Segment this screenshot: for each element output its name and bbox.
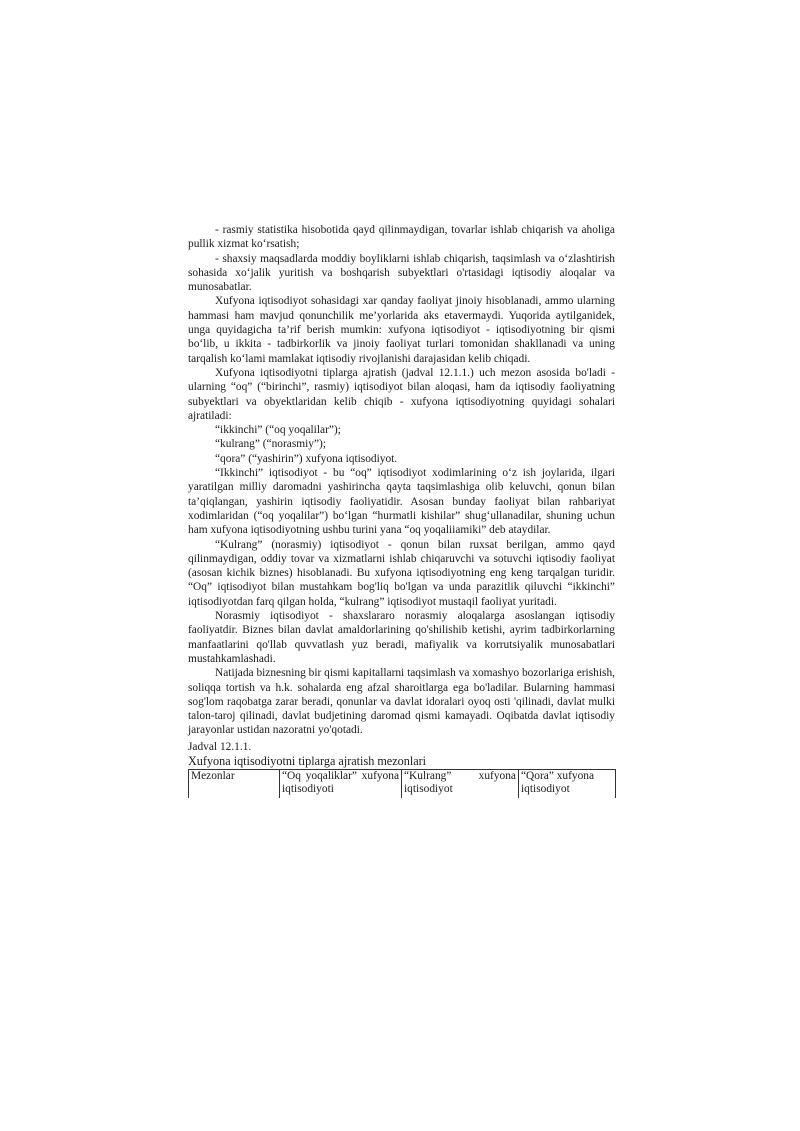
paragraph-7: Norasmiy iqtisodiyot - shaxslararo norasmiy aloqalarga asoslangan iqtisodiy faoliyatdir. Biznes bilan davlat amaldorlarining qo'shilishib ketishi, ayrim tadbirkorlarning manfaatlarini qo'llab quvvatlash yuz beradi, mafiyalik va korrutsiyalik munosabatlari mustahkamlashadi. <box>188 610 615 665</box>
table-title: Xufyona iqtisodiyotni tiplarga ajratish mezonlari <box>188 753 427 768</box>
table-header-black: “Qora” xufyona iqtisodiyot <box>519 769 616 798</box>
paragraph-5: “Ikkinchi” iqtisodiyot - bu “oq” iqtisodiyot xodimlarining o‘z ish joylarida, ilgari yaratilgan milliy daromadni yashirincha qayta taqsimlashiga olib keluvchi, qonun bilan ta’qiqlangan, yashirin iqtisodiy faoliyatidir. Asosan bunday faoliyat bilan rahbariyat xodimlaridan (“oq yoqalilar”) bo‘lgan “hurmatli kishilar” shug‘ullanadilar, shuning uchun ham xufyona iqtisodiyotning ushbu turini yana “oq yoqaliiamiki” deb ataydilar. <box>188 467 615 537</box>
paragraph-6: “Kulrang” (norasmiy) iqtisodiyot - qonun bilan ruxsat berilgan, ammo qayd qilinmaydigan, oddiy tovar va xizmatlarni ishlab chiqaruvchi va sotuvchi iqtisodiy faoliyat (asosan kichik biznes) hisoblanadi. Bu xufyona iqtisodiyotning eng keng tarqalgan turidir. “Oq” iqtisodiyot bilan mustahkam bog'liq bo'lgan va unda parazitlik qiluvchi “ikkinchi” iqtisodiyotdan farq qilgan holda, “kulrang” iqtisodiyot mustaqil faoliyat yuritadi. <box>188 538 615 608</box>
list-item-grey-economy: “kulrang” (“norasmiy”); <box>215 438 327 451</box>
paragraph-8: Natijada biznesning bir qismi kapitallarni taqsimlash va xomashyo bozorlariga erishish, soliqqa tortish va h.k. sohalarda eng afzal sharoitlarga ega bo'ladilar. Bularning hammasi sog'lom raqobatga zarar beradi, qonunlar va davlat idoralari oyoq osti 'qilinadi, davlat mulki talon-taroj qilinadi, davlat budjetining daromad qismi kamayadi. Oqibatda davlat iqtisodiy jarayonlar ustidan nazoratni yo'qotadi. <box>188 667 615 737</box>
table-header-grey: “Kulrang” xufyona iqtisodiyot <box>402 769 519 798</box>
table-number: Jadval 12.1.1. <box>188 740 252 753</box>
paragraph-4: Xufyona iqtisodiyotni tiplarga ajratish (jadval 12.1.1.) uch mezon asosida bo'ladi - ularning “oq” (“birinchi”, rasmiy) iqtisodiyot bilan aloqasi, ham da iqtisodiy faoliyatning subyektlari va obyektlaridan kelib chiqib - xufyona iqtisodiyotning quyidagi sohalari ajratiladi: <box>188 366 615 422</box>
paragraph-2: - shaxsiy maqsadlarda moddiy boyliklarni ishlab chiqarish, taqsimlash va o‘zlashtirish sohasida xo‘jalik yuritish va boshqarish subyektlari o'rtasidagi iqtisodiy aloqalar va munosabatlar. <box>188 252 615 294</box>
table-header-white-collar: “Oq yoqaliklar” xufyona iqtisodiyoti <box>280 769 402 798</box>
table-header-row <box>189 769 616 798</box>
list-item-black-economy: “qora” (“yashirin”) xufyona iqtisodiyot. <box>215 452 398 465</box>
paragraph-1: - rasmiy statistika hisobotida qayd qilinmaydigan, tovarlar ishlab chiqarish va aholiga pullik xizmat ko‘rsatish; <box>188 224 615 251</box>
table-header-criteria: Mezonlar <box>189 769 280 798</box>
list-item-second-economy: “ikkinchi” (“oq yoqalilar”); <box>215 424 341 437</box>
paragraph-3: Xufyona iqtisodiyot sohasidagi xar qanday faoliyat jinoiy hisoblanadi, ammo ularning hammasi ham mavjud qonunchilik me’yorlarida aks etavermaydi. Yuqorida aytilganidek, unga quyidagicha ta’rif berish mumkin: xufyona iqtisodiyot - iqtisodiyotning bir qismi bo‘lib, u ikkita - tadbirkorlik va jinoiy faoliyat turlari tomonidan shakllanadi va uning tarqalish ko‘lami mamlakat iqtisodiy rivojlanishi darajasidan kelib chiqadi. <box>188 295 615 365</box>
document-page <box>188 223 615 798</box>
criteria-table <box>188 769 616 798</box>
